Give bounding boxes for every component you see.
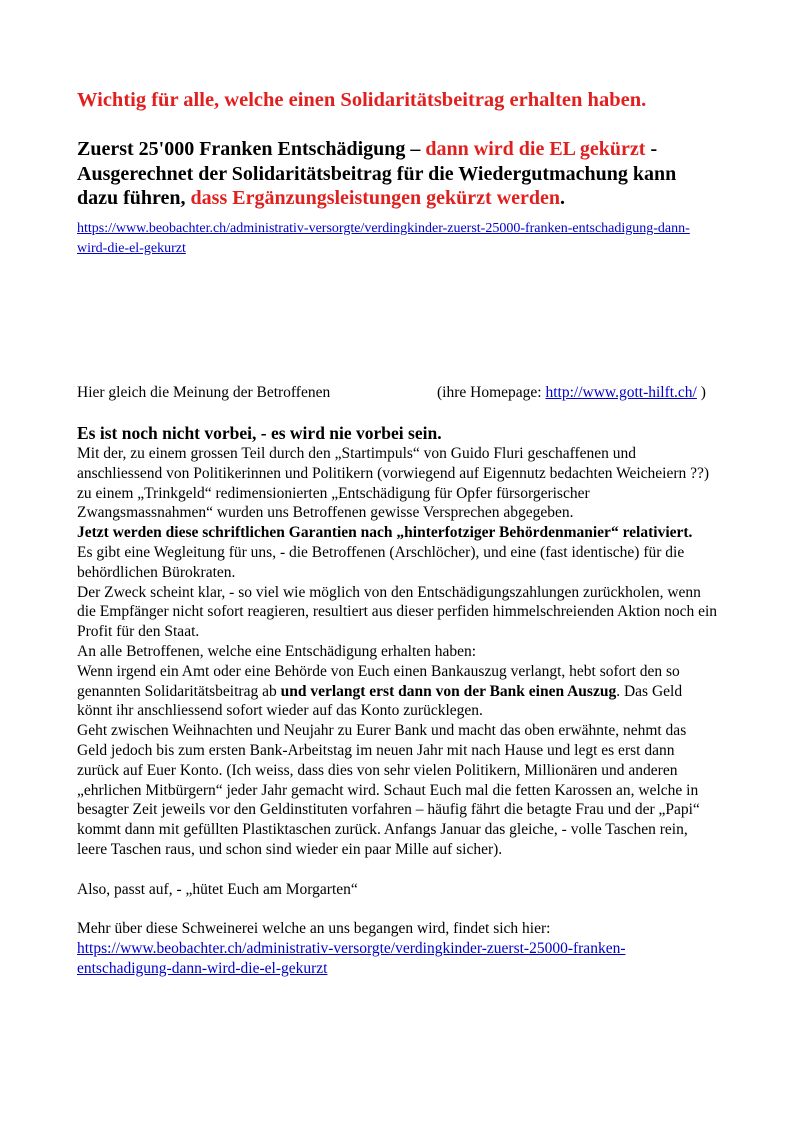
subtitle-part3: - Ausgerechnet der Solidaritätsbeitrag für die Wiedergutmachung kann dazu führen,: [77, 138, 677, 209]
subtitle-highlight-el: dann wird die EL gekürzt: [425, 138, 646, 160]
paragraph-morgarten: Also, passt auf, - „hütet Euch am Morgarten“: [77, 880, 358, 898]
paragraph-address: An alle Betroffenen, welche eine Entschädigung erhalten haben:: [77, 642, 477, 660]
paragraph-zweck: Der Zweck scheint klar, - so viel wie möglich von den Entschädigungszahlungen zurückholen, wenn die Empfänger nicht sofort reagieren, resultiert aus dieser perfiden himmelschreienden Aktion noch ein Profit für den Staat.: [77, 583, 718, 641]
homepage-suffix: ): [696, 384, 706, 401]
document-subtitle: [77, 137, 722, 211]
source-link-bottom-wrap: [77, 939, 717, 979]
section-heading: Es ist noch nicht vorbei, - es wird nie vorbei sein.: [77, 423, 442, 443]
paragraph-advice: [77, 662, 717, 721]
document-title: Wichtig für alle, welche einen Solidaritätsbeitrag erhalten haben.: [77, 89, 647, 111]
paragraph-wegleitung: Es gibt eine Wegleitung für uns, - die Betroffenen (Arschlöcher), und eine (fast identische) für die behördlichen Bürokraten.: [77, 543, 685, 581]
spacer: [77, 899, 717, 919]
homepage-prefix: (ihre Homepage:: [437, 384, 546, 401]
source-link-top[interactable]: https://www.beobachter.ch/administrativ-versorgte/verdingkinder-zuerst-25000-franken-entschadigung-dann-wird-die-el-gekurzt: [77, 221, 690, 256]
paragraph-year-end: Geht zwischen Weihnachten und Neujahr zu Eurer Bank und macht das oben erwähnte, nehmt das Geld jedoch bis zum ersten Bank-Arbeitstag im neuen Jahr mit nach Hause und legt es erst dann zurück auf Euer Konto. (Ich weiss, dass dies von sehr vielen Politikern, Millionären und anderen „ehrlichen Mitbürgern“ jeder Jahr gemacht wird. Schaut Euch mal die fetten Karossen an, welche in besagter Zeit jeweils vor den Geldinstituten vorfahren – häufig fährt die betagte Frau und der „Papi“ kommt dann mit gefüllten Plastiktaschen zurück. Anfangs Januar das gleiche, - volle Taschen rein, leere Taschen raus, und schon sind wieder ein paar Mille auf sicher).: [77, 722, 700, 858]
spacer: [77, 860, 717, 880]
paragraph-more-info: Mehr über diese Schweinerei welche an uns begangen wird, findet sich hier:: [77, 920, 551, 938]
homepage-reference: [437, 383, 706, 403]
paragraph-bold-warning: Jetzt werden diese schriftlichen Garantien nach „hinterfotziger Behördenmanier“ relativiert.: [77, 524, 693, 542]
homepage-link[interactable]: http://www.gott-hilft.ch/: [545, 384, 697, 401]
opinion-text: Hier gleich die Meinung der Betroffenen: [77, 384, 331, 401]
paragraph-intro: Mit der, zu einem grossen Teil durch den „Startimpuls“ von Guido Fluri geschaffenen und anschliessend von Politikerinnen und Politikern (vorwiegend auf Eigennutz bedachten Weicheiern ??) zu einem „Trinkgeld“ redimensionierten „Entschädigung für Opfer fürsorgerischer Zwangsmassnahmen“ wurden uns Betroffenen gewisse Versprechen abgegeben.: [77, 445, 710, 522]
subtitle-part1: Zuerst 25'000 Franken Entschädigung –: [77, 138, 426, 160]
body-text: [77, 444, 717, 979]
subtitle-highlight-ergaenzung: dass Ergänzungsleistungen gekürzt werden: [190, 187, 561, 209]
source-link-bottom[interactable]: https://www.beobachter.ch/administrativ-versorgte/verdingkinder-zuerst-25000-franken-entschadigung-dann-wird-die-el-gekurzt: [77, 939, 626, 977]
opinion-line: [77, 383, 717, 403]
advice-text-b: . Das Geld könnt ihr anschliessend sofort wieder auf das Konto zurücklegen.: [77, 682, 683, 720]
subtitle-part5: .: [560, 187, 566, 209]
advice-text-bold: und verlangt erst dann von der Bank einen Auszug: [280, 682, 617, 700]
advice-text-a: Wenn irgend ein Amt oder eine Behörde von Euch einen Bankauszug verlangt, hebt sofort den so genannten Solidaritätsbeitrag ab: [77, 662, 680, 700]
